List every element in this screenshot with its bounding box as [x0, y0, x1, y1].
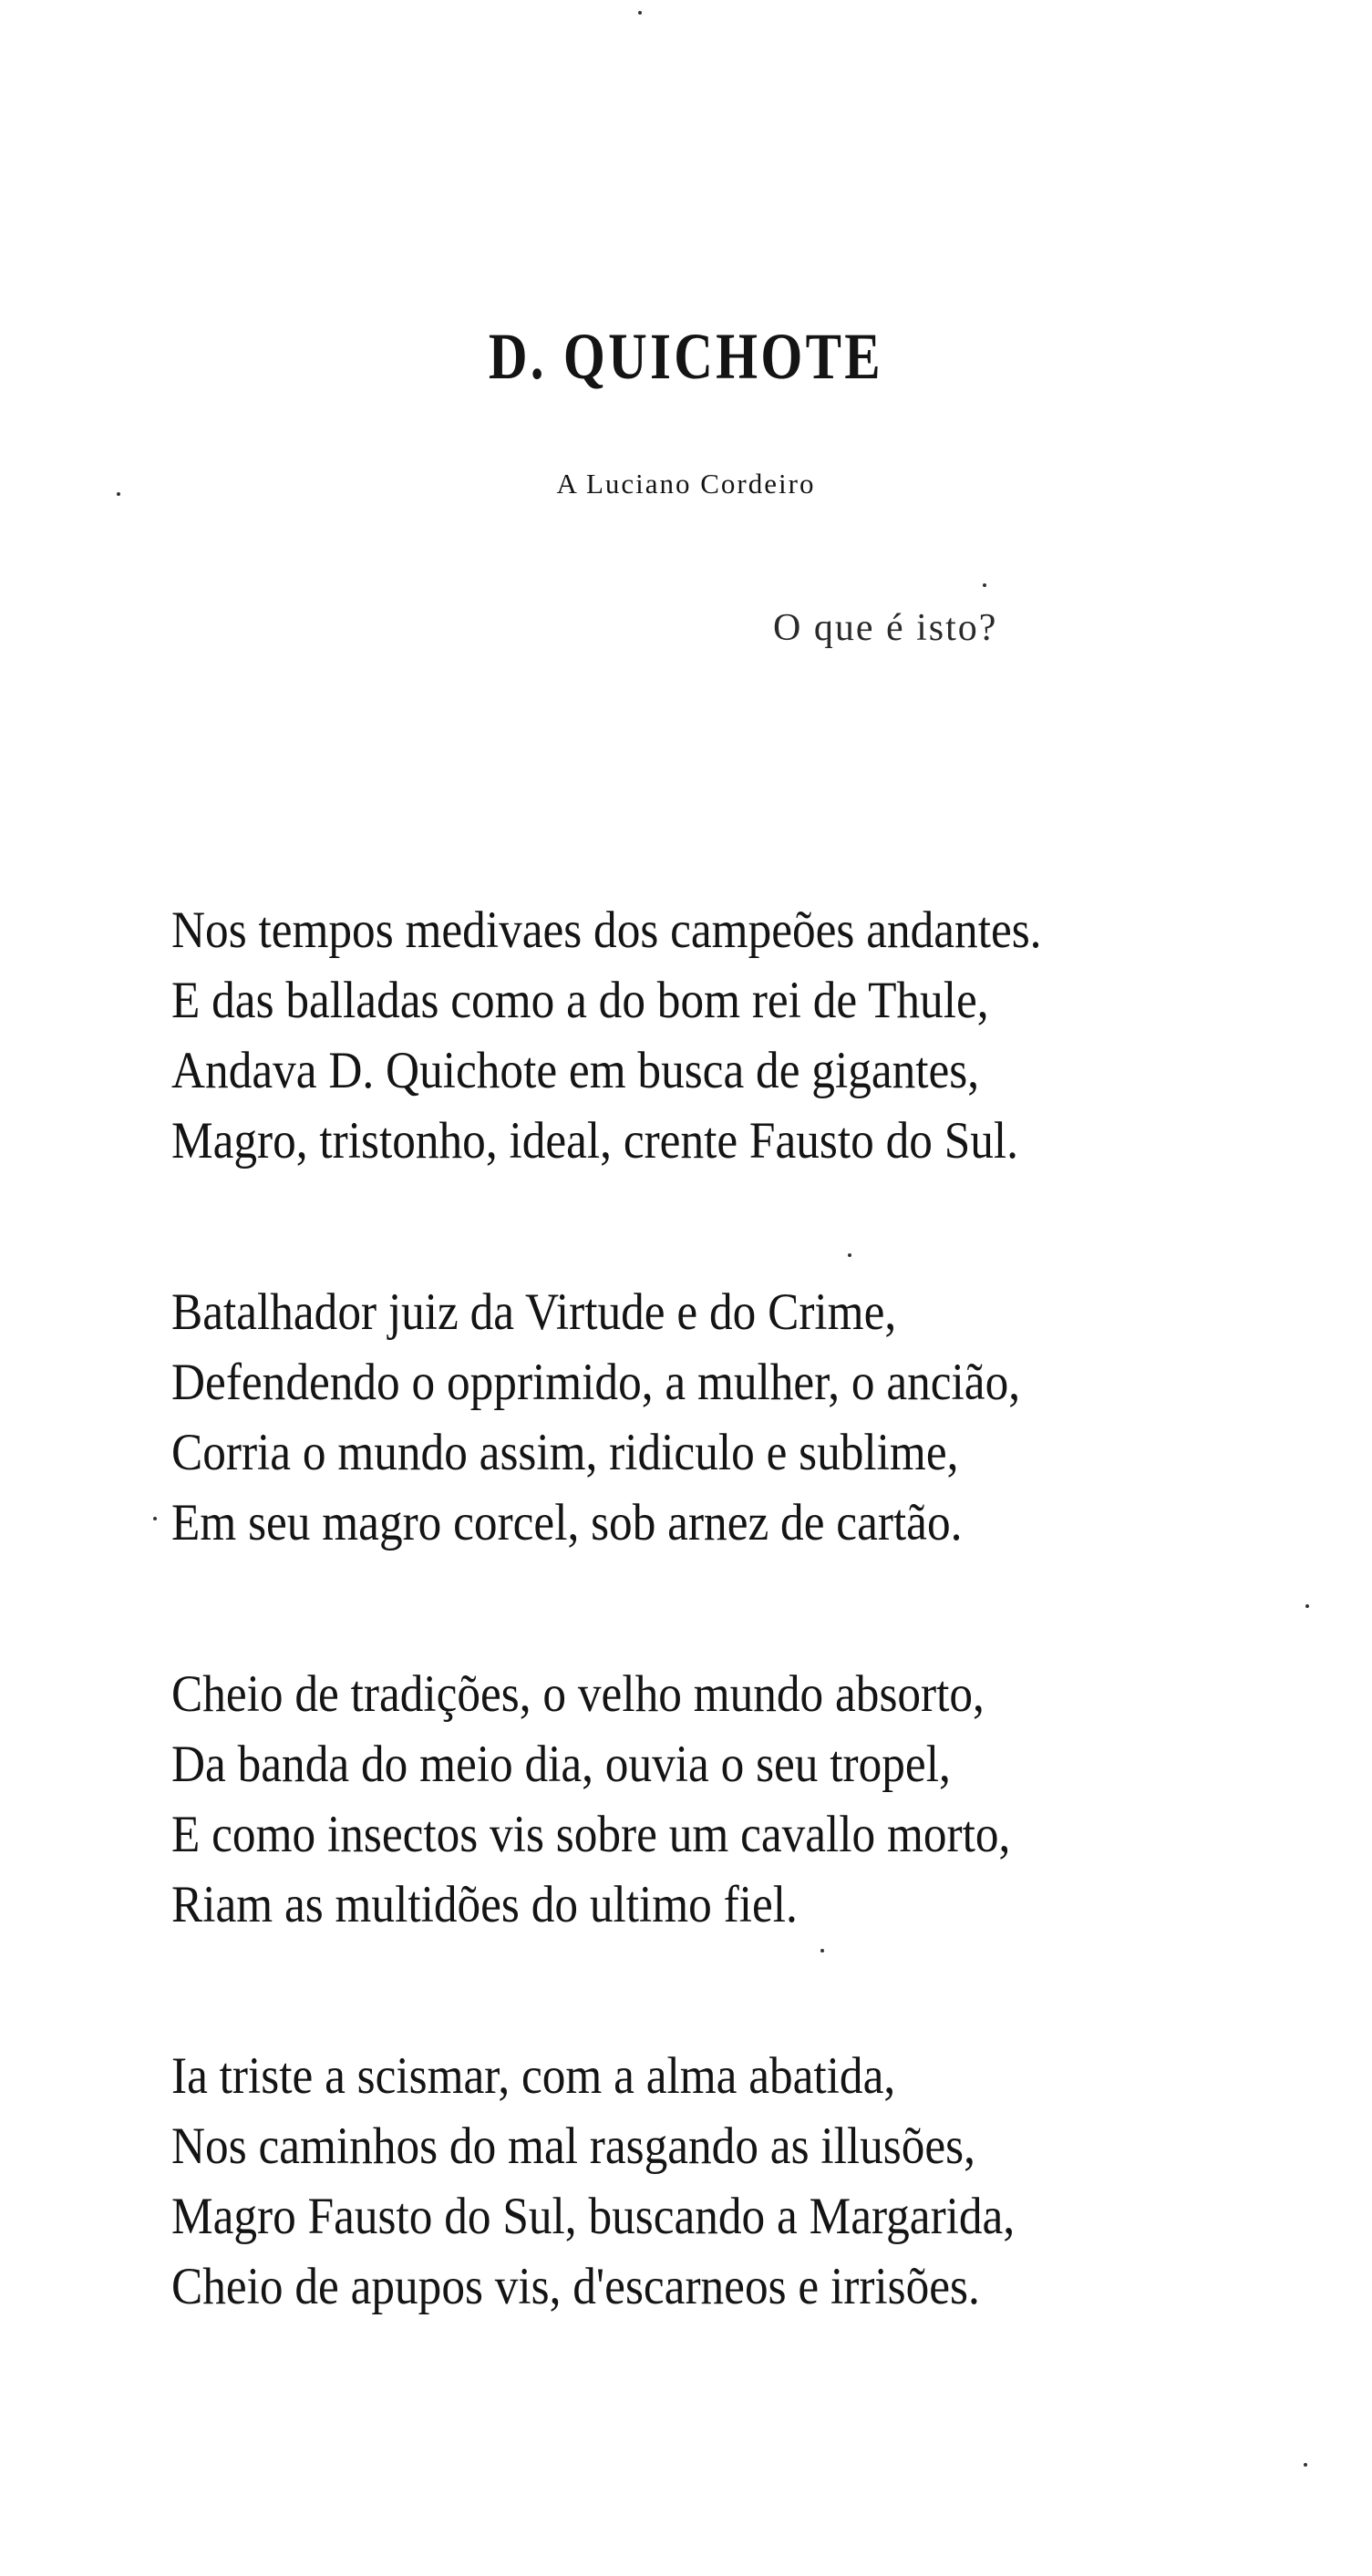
verse-line: Riam as multidões do ultimo fiel. — [171, 1876, 798, 1933]
stanza-2 — [171, 1277, 1220, 1558]
scan-speck — [1304, 2463, 1307, 2467]
verse-line: Defendendo o opprimido, a mulher, o ancião, — [171, 1354, 1021, 1411]
verse-line: E das balladas como a do bom rei de Thule, — [171, 972, 989, 1029]
poem-body — [171, 895, 1220, 2423]
stanza-3 — [171, 1659, 1220, 1940]
verse-line: Cheio de tradições, o velho mundo absorto, — [171, 1665, 985, 1723]
verse-line: Cheio de apupos vis, d'escarneos e irrisões. — [171, 2258, 980, 2315]
stanza-4 — [171, 2041, 1220, 2322]
poem-title-text: D. QUICHOTE — [488, 320, 883, 393]
scan-speck — [983, 583, 986, 587]
scan-speck — [1305, 1604, 1309, 1608]
verse-line: Nos tempos medivaes dos campeões andantes. — [171, 902, 1042, 959]
stanza-1 — [171, 895, 1220, 1176]
verse-line: Da banda do meio dia, ouvia o seu tropel, — [171, 1736, 951, 1793]
verse-line: E como insectos vis sobre um cavallo morto, — [171, 1806, 1011, 1863]
verse-line: Magro, tristonho, ideal, crente Fausto do Sul. — [171, 1112, 1018, 1170]
verse-line: Corria o mundo assim, ridiculo e sublime, — [171, 1424, 959, 1481]
poem-title — [123, 320, 1248, 393]
verse-line: Batalhador juiz da Virtude e do Crime, — [171, 1283, 897, 1341]
verse-line: Em seu magro corcel, sob arnez de cartão. — [171, 1494, 963, 1551]
verse-line: Nos caminhos do mal rasgando as illusões, — [171, 2117, 975, 2175]
scan-speck — [117, 492, 120, 496]
epigraph: O que é isto? — [773, 607, 998, 649]
scan-speck — [848, 1253, 851, 1257]
scan-speck — [820, 1949, 824, 1953]
scan-speck — [153, 1517, 157, 1520]
scan-speck — [638, 11, 642, 15]
verse-line: Ia triste a scismar, com a alma abatida, — [171, 2047, 896, 2105]
verse-line: Magro Fausto do Sul, buscando a Margarida, — [171, 2188, 1016, 2245]
verse-line: Andava D. Quichote em busca de gigantes, — [171, 1042, 980, 1099]
dedication: A Luciano Cordeiro — [556, 468, 816, 500]
